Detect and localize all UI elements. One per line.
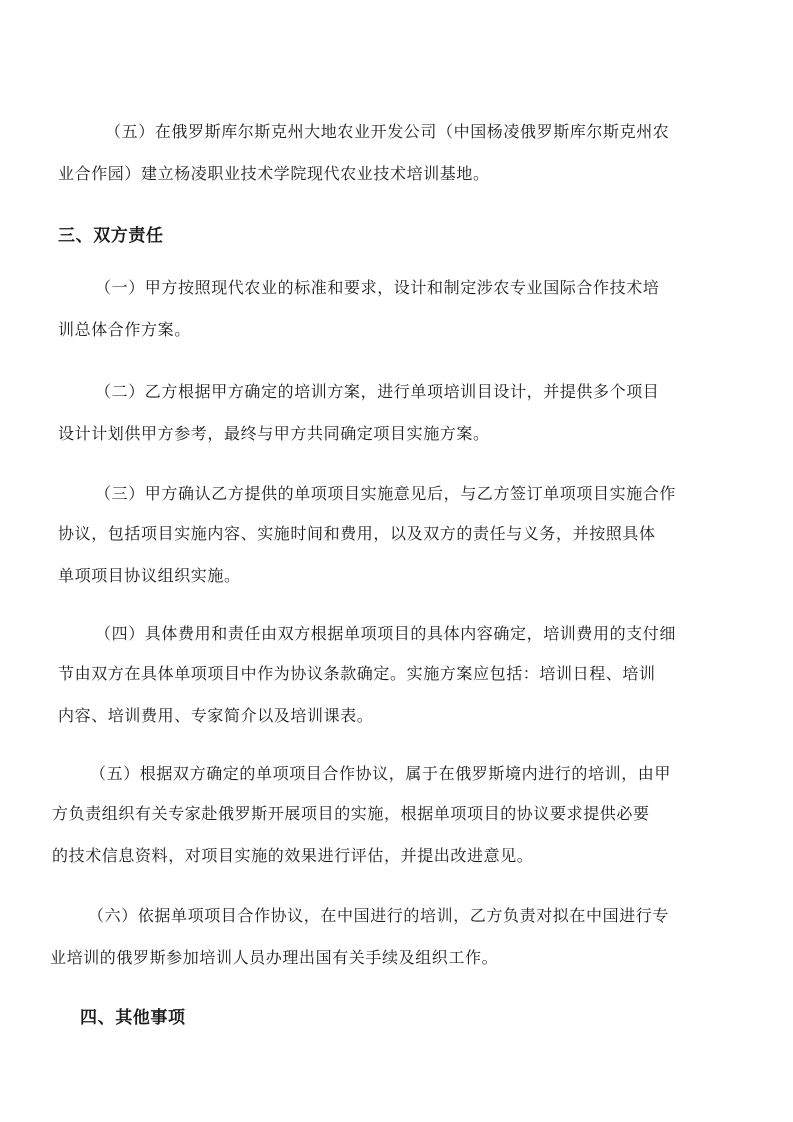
paragraph-line: （五）根据双方确定的单项项目合作协议，属于在俄罗斯境内进行的培训，由甲 (90, 764, 672, 783)
paragraph-line: 单项项目协议组织实施。 (58, 566, 241, 585)
paragraph-line: 业合作园）建立杨凌职业技术学院现代农业技术培训基地。 (58, 164, 490, 183)
paragraph-line: （六）依据单项项目合作协议，在中国进行的培训，乙方负责对拟在中国进行专 (88, 906, 670, 925)
paragraph-line: 节由双方在具体单项项目中作为协议条款确定。实施方案应包括：培训日程、培训 (58, 664, 656, 683)
section-4-heading: 四、其他事项 (80, 1008, 186, 1028)
paragraph-line: 的技术信息资料，对项目实施的效果进行评估，并提出改进意见。 (52, 846, 534, 865)
paragraph-line: （四）具体费用和责任由双方根据单项项目的具体内容确定，培训费用的支付细 (95, 624, 677, 643)
paragraph-line: 内容、培训费用、专家简介以及培训课表。 (58, 706, 374, 725)
paragraph-line: （三）甲方确认乙方提供的单项项目实施意见后，与乙方签订单项项目实施合作 (95, 484, 677, 503)
paragraph-line: 方负责组织有关专家赴俄罗斯开展项目的实施，根据单项项目的协议要求提供必要 (52, 804, 650, 823)
paragraph-line: （五）在俄罗斯库尔斯克州大地农业开发公司（中国杨凌俄罗斯库尔斯克州农 (105, 122, 670, 141)
section-3-heading: 三、双方责任 (58, 226, 164, 246)
paragraph-line: 设计计划供甲方参考，最终与甲方共同确定项目实施方案。 (58, 424, 490, 443)
paragraph-line: （一）甲方按照现代农业的标准和要求，设计和制定涉农专业国际合作技术培 (95, 278, 660, 297)
paragraph-line: 业培训的俄罗斯参加培训人员办理出国有关手续及组织工作。 (50, 948, 499, 967)
paragraph-line: 协议，包括项目实施内容、实施时间和费用，以及双方的责任与义务，并按照具体 (58, 524, 656, 543)
paragraph-line: （二）乙方根据甲方确定的培训方案，进行单项培训目设计，并提供多个项目 (95, 382, 660, 401)
paragraph-line: 训总体合作方案。 (58, 320, 191, 339)
